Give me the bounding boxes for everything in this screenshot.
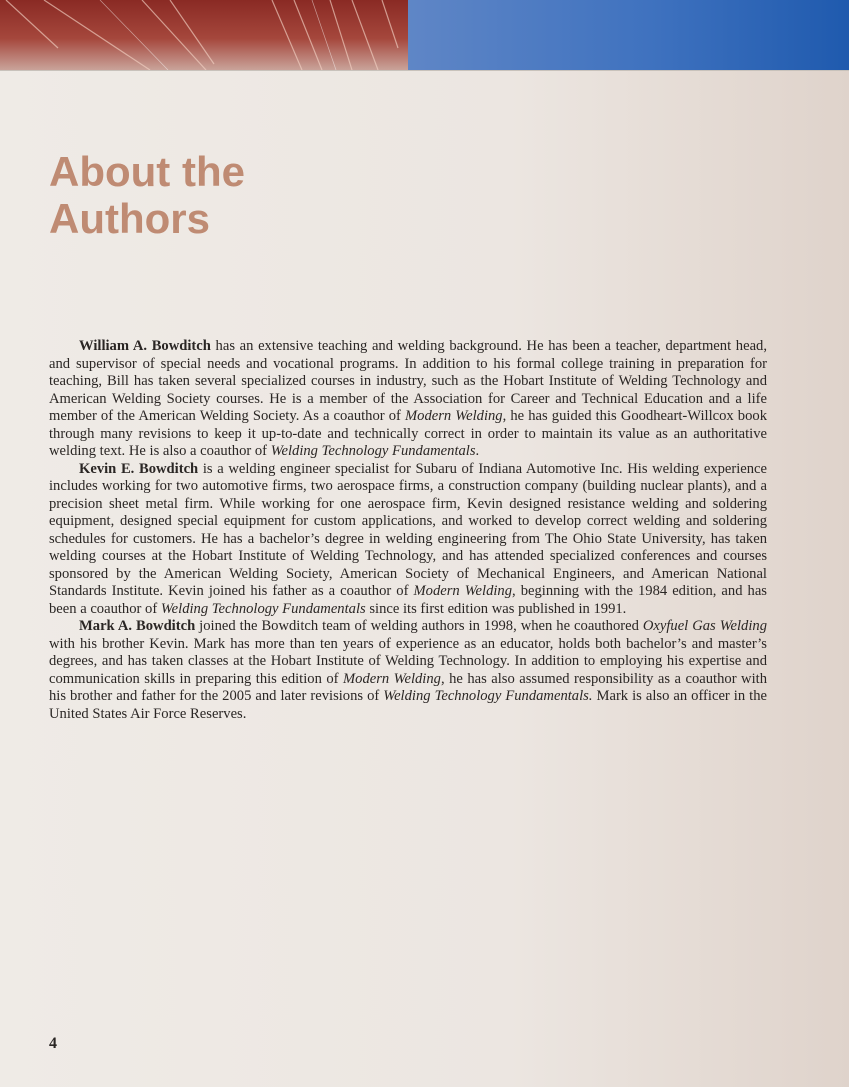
page-title xyxy=(49,148,245,242)
page-number: 4 xyxy=(49,1035,57,1052)
bio-text: has an extensive teaching and welding background. He has been a teacher, department head, and supervisor of special needs and vocational programs. In addition to his formal college training in preparation for teaching, Bill has taken several specialized courses in industry, such as the Hobart Institute of Welding Technology and American Welding Society courses. He is a member of the Association for Career and Technical Education and a life member of the American Welding Society. As a coauthor of xyxy=(49,338,767,424)
bio-text: , he has guided this Goodheart-Willcox book through many revisions to keep it up-to-date and technically correct in order to maintain its value as an authoritative welding text. He is also a coauthor of xyxy=(49,408,767,459)
bio-text: Mark is also an officer in the United States Air Force Reserves. xyxy=(49,688,767,722)
bio-text: , beginning with the 1984 edition, and has been a coauthor of xyxy=(49,583,767,617)
bio-text: joined the Bowditch team of welding authors in 1998, when he coauthored xyxy=(195,618,643,634)
welding-spark-streaks xyxy=(0,0,408,70)
book-title: Modern Welding xyxy=(413,583,513,599)
header-banner xyxy=(0,0,849,70)
banner-photo-blue xyxy=(408,0,849,70)
book-title: Modern Welding xyxy=(342,670,441,687)
book-title: Oxyfuel Gas Welding xyxy=(642,618,767,634)
book-title: Welding Technology Fundamentals. xyxy=(383,688,593,704)
bio-paragraph-mark xyxy=(49,618,767,723)
bio-text: with his brother Kevin. Mark has more than ten years of experience as an educator, holds both bachelor’s and master’s degrees, and has taken classes at the Hobart Institute of Welding Technology. In addition to employing his expertise and communication skills in preparing this edition of xyxy=(49,635,767,687)
page-title-line-1: About the xyxy=(49,148,245,195)
bio-text: , he has also assumed responsibility as a coauthor with his brother and father for the 2005 and later revisions of xyxy=(49,670,767,704)
bio-text: . xyxy=(475,443,480,459)
page-title-line-2: Authors xyxy=(49,195,210,242)
author-name: Mark A. Bowditch xyxy=(79,618,196,634)
authors-bio xyxy=(49,338,767,723)
author-name: William A. Bowditch xyxy=(79,338,211,354)
book-title: Welding Technology Fundamentals xyxy=(270,443,476,459)
author-name: Kevin E. Bowditch xyxy=(79,460,199,477)
bio-text: is a welding engineer specialist for Subaru of Indiana Automotive Inc. His welding experience includes working for two automotive firms, two aerospace firms, a construction company (building nuclear plants), and a precision sheet metal firm. While working for one aerospace firm, Kevin designed resistance welding and soldering equipment, designed special equipment for custom applications, and worked to develop correct welding and soldering schedules for customers. He has a bachelor’s degree in welding engineering from The Ohio State University, has taken welding courses at the Hobart Institute of Welding Technology, and has attended specialized conferences and courses sponsored by the American Welding Society, American Society of Mechanical Engineers, and American National Standards Institute. Kevin joined his father as a coauthor of xyxy=(49,460,768,599)
book-title: Modern Welding xyxy=(405,408,503,424)
book-title: Welding Technology Fundamentals xyxy=(160,600,366,617)
bio-paragraph-william xyxy=(49,338,767,461)
banner-divider xyxy=(0,70,849,71)
banner-photo-red xyxy=(0,0,408,70)
bio-paragraph-kevin xyxy=(49,461,767,619)
bio-text: since its first edition was published in 1991. xyxy=(365,600,627,617)
